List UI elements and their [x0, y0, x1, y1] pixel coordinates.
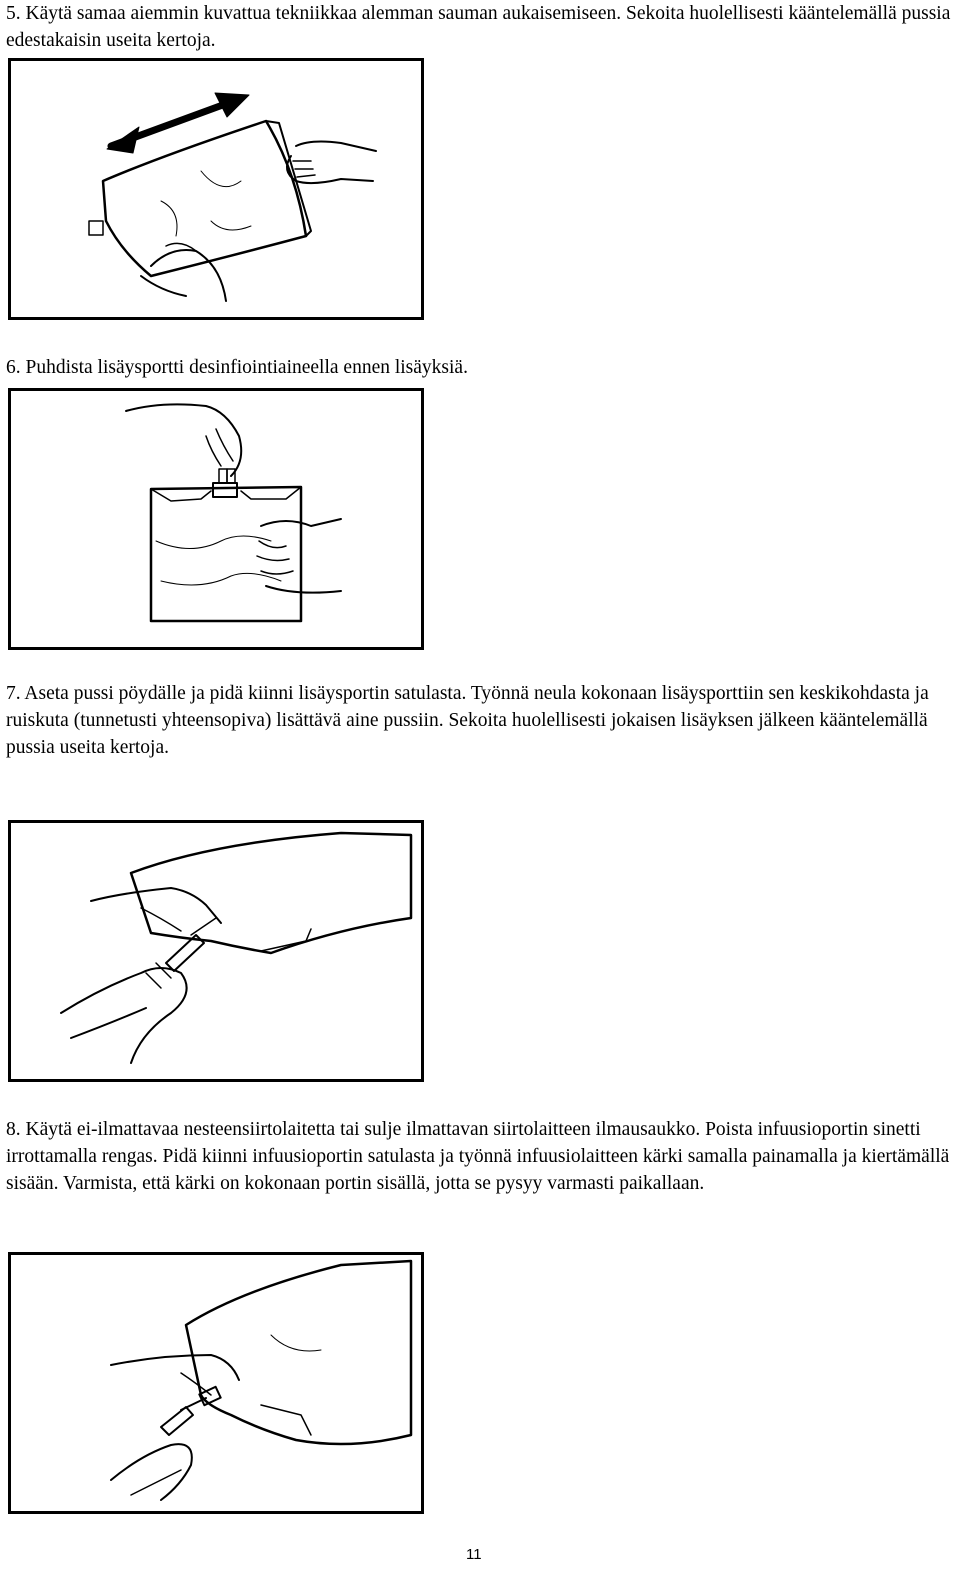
inject-additive-drawing: [11, 823, 421, 1079]
disinfect-port-drawing: [11, 391, 421, 647]
insert-spike-drawing: [11, 1255, 421, 1511]
step-8-text: 8. Käytä ei-ilmattavaa nesteensiirtolaitetta tai sulje ilmattavan siirtolaitteen ilmausaukko. Poista infuusioportin sinetti irrottamalla rengas. Pidä kiinni infuusioportin satulasta ja työnnä infuusiolaitteen kärki samalla painamalla ja kiertämällä sisään. Varmista, että kärki on kokonaan portin sisällä, jotta se pysyy varmasti paikallaan.: [6, 1119, 950, 1194]
illustration-insert-spike: [8, 1252, 424, 1514]
step-7-text: 7. Aseta pussi pöydälle ja pidä kiinni lisäysportin satulasta. Työnnä neula kokonaan lisäysporttiin sen keskikohdasta ja ruiskuta (tunnetusti yhteensopiva) lisättävä aine pussiin. Sekoita huolellisesti jokaisen lisäyksen jälkeen kääntelemällä pussia useita kertoja.: [6, 683, 929, 758]
step-5-text: 5. Käytä samaa aiemmin kuvattua tekniikkaa alemman sauman aukaisemiseen. Sekoita huolellisesti kääntelemällä pussia edestakaisin useita kertoja.: [6, 3, 951, 51]
page-number: 11: [466, 1546, 482, 1563]
mixing-bag-drawing: [11, 61, 421, 317]
illustration-mixing-bag: [8, 58, 424, 320]
illustration-inject-additive: [8, 820, 424, 1082]
step-6-text: 6. Puhdista lisäysportti desinfiointiaineella ennen lisäyksiä.: [6, 357, 468, 378]
illustration-disinfect-port: [8, 388, 424, 650]
